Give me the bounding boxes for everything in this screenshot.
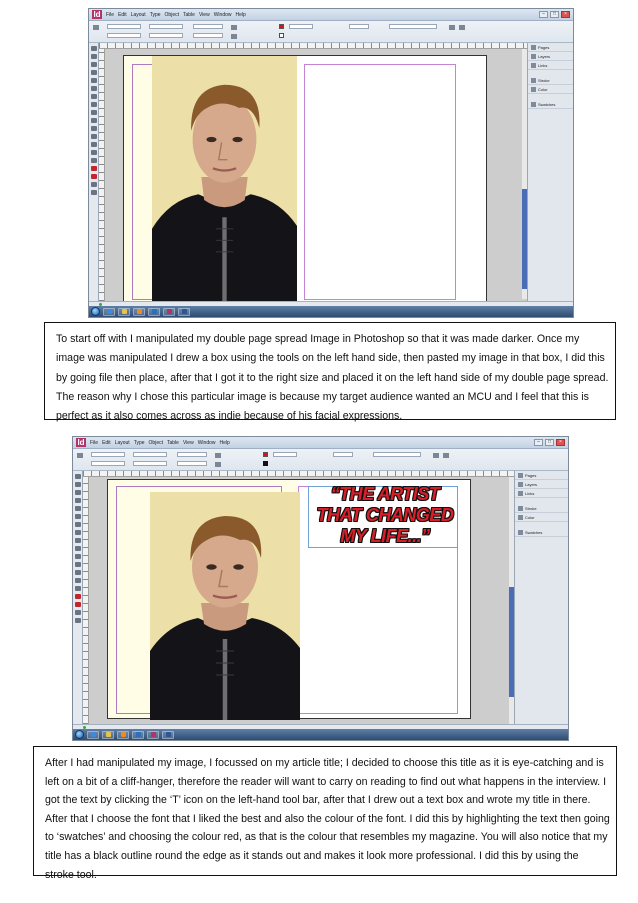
fit-frame-icon[interactable] bbox=[443, 453, 449, 458]
rectangle-tool-icon[interactable] bbox=[75, 546, 81, 551]
media-taskbar-icon[interactable] bbox=[117, 731, 129, 739]
scale-y-field[interactable] bbox=[193, 33, 223, 38]
maximize-icon[interactable]: □ bbox=[545, 439, 554, 446]
fill-color-icon[interactable] bbox=[91, 166, 97, 171]
scale-x-field[interactable] bbox=[193, 24, 223, 29]
hand-tool-icon[interactable] bbox=[75, 610, 81, 615]
fit-content-icon[interactable] bbox=[449, 25, 455, 30]
headline-line-3: MY LIFE...” bbox=[340, 526, 430, 546]
rectangle-frame-tool-icon[interactable] bbox=[91, 110, 97, 115]
panel-stroke[interactable]: Stroke bbox=[515, 504, 568, 513]
fit-frame-icon[interactable] bbox=[459, 25, 465, 30]
scissors-tool-icon[interactable] bbox=[75, 554, 81, 559]
windows-taskbar bbox=[73, 729, 568, 740]
indesign-screenshot-2 bbox=[72, 436, 569, 741]
menu-type[interactable]: Type bbox=[133, 439, 145, 446]
note-tool-icon[interactable] bbox=[75, 578, 81, 583]
panel-swatches[interactable]: Swatches bbox=[515, 528, 568, 537]
object-style-field[interactable] bbox=[373, 452, 421, 457]
rotate-icon[interactable] bbox=[231, 25, 237, 30]
indesign-logo-icon: Id bbox=[93, 10, 101, 19]
align-left-icon[interactable] bbox=[215, 453, 221, 458]
menu-edit[interactable]: Edit bbox=[118, 11, 127, 18]
start-button-icon[interactable] bbox=[91, 307, 100, 316]
menu-view[interactable]: View bbox=[198, 11, 210, 18]
minimize-icon[interactable]: – bbox=[534, 439, 543, 446]
caption-text-2: After I had manipulated my image, I focussed on my article title; I decided to choose this title as it is eye-catching and is left on a bit of a cliff-hanger, therefore the reader will want to carry on reading to find out what happens in the interview. I got the text by clicking the ‘T’ icon on the left-hand tool bar, after that I drew out a text box and wrote my title in there. After that I choose the font that I liked the best and also the colour of the font. I did this by highlighting the text then going to ‘swatches’ and choosing the colour red, as that is the colour that resembles my magazine. You will also notice that my title has a black outline round the edge as it stands out and makes it look more professional. I did this by using the stroke tool. bbox=[45, 757, 610, 881]
height-field[interactable] bbox=[133, 461, 167, 466]
gradient-tool-icon[interactable] bbox=[91, 142, 97, 147]
swatches-icon bbox=[518, 530, 523, 535]
panel-dock bbox=[514, 471, 568, 724]
panel-links[interactable]: Links bbox=[528, 61, 573, 70]
eyedropper-tool-icon[interactable] bbox=[75, 586, 81, 591]
menu-help[interactable]: Help bbox=[235, 11, 246, 18]
menu-file[interactable]: File bbox=[106, 11, 115, 18]
panel-swatches[interactable]: Swatches bbox=[528, 100, 573, 109]
stroke-icon bbox=[518, 506, 523, 511]
windows-taskbar bbox=[89, 306, 573, 317]
maximize-icon[interactable]: □ bbox=[550, 11, 559, 18]
media-taskbar-icon[interactable] bbox=[133, 308, 145, 316]
close-icon[interactable]: × bbox=[556, 439, 565, 446]
photoshop-taskbar-icon[interactable] bbox=[148, 308, 160, 316]
direct-selection-tool-icon[interactable] bbox=[91, 54, 97, 59]
links-icon bbox=[518, 491, 523, 496]
caption-box-1 bbox=[44, 322, 616, 423]
pen-tool-icon[interactable] bbox=[91, 94, 97, 99]
menu-table[interactable]: Table bbox=[167, 439, 179, 446]
menu-view[interactable]: View bbox=[182, 439, 194, 446]
menu-object[interactable]: Object bbox=[164, 11, 179, 18]
selection-tool-icon[interactable] bbox=[91, 46, 97, 51]
window-controls bbox=[539, 11, 573, 18]
reference-point-icon[interactable] bbox=[93, 25, 99, 30]
panel-layers[interactable]: Layers bbox=[515, 480, 568, 489]
fill-color-icon[interactable] bbox=[75, 594, 81, 599]
links-icon bbox=[531, 63, 536, 68]
menu-type[interactable]: Type bbox=[149, 11, 161, 18]
tools-panel bbox=[73, 471, 83, 724]
page-spread[interactable] bbox=[107, 479, 471, 719]
opacity-field[interactable] bbox=[349, 24, 369, 29]
zoom-tool-icon[interactable] bbox=[91, 190, 97, 195]
direct-selection-tool-icon[interactable] bbox=[75, 482, 81, 487]
x-position-field[interactable] bbox=[107, 24, 141, 29]
indesign-logo-icon: Id bbox=[77, 438, 85, 447]
pasteboard bbox=[89, 477, 514, 724]
word-taskbar-icon[interactable] bbox=[178, 308, 190, 316]
pencil-tool-icon[interactable] bbox=[75, 530, 81, 535]
stroke-weight-field[interactable] bbox=[273, 452, 297, 457]
menu-object[interactable]: Object bbox=[148, 439, 163, 446]
panel-color[interactable]: Color bbox=[528, 85, 573, 94]
panel-dock bbox=[527, 43, 573, 301]
control-panel bbox=[89, 21, 573, 43]
stroke-weight-field[interactable] bbox=[289, 24, 313, 29]
explorer-taskbar-icon[interactable] bbox=[118, 308, 130, 316]
height-field[interactable] bbox=[149, 33, 183, 38]
menu-help[interactable]: Help bbox=[219, 439, 230, 446]
stroke-color-icon[interactable] bbox=[75, 602, 81, 607]
panel-layers[interactable]: Layers bbox=[528, 52, 573, 61]
fit-content-icon[interactable] bbox=[433, 453, 439, 458]
y-position-field[interactable] bbox=[107, 33, 141, 38]
line-tool-icon[interactable] bbox=[91, 86, 97, 91]
stroke-icon bbox=[531, 78, 536, 83]
stroke-color-icon[interactable] bbox=[91, 174, 97, 179]
panel-links[interactable]: Links bbox=[515, 489, 568, 498]
object-style-field[interactable] bbox=[389, 24, 437, 29]
note-tool-icon[interactable] bbox=[91, 150, 97, 155]
color-icon bbox=[531, 87, 536, 92]
line-tool-icon[interactable] bbox=[75, 514, 81, 519]
stroke-swatch-icon[interactable] bbox=[263, 461, 268, 466]
ie-taskbar-icon[interactable] bbox=[87, 731, 99, 739]
selection-tool-icon[interactable] bbox=[75, 474, 81, 479]
rectangle-frame-tool-icon[interactable] bbox=[75, 538, 81, 543]
panel-pages[interactable]: Pages bbox=[515, 471, 568, 480]
stroke-swatch-icon[interactable] bbox=[279, 33, 284, 38]
menu-layout[interactable]: Layout bbox=[114, 439, 130, 446]
control-panel bbox=[73, 449, 568, 471]
font-size-field[interactable] bbox=[177, 461, 207, 466]
panel-color[interactable]: Color bbox=[515, 513, 568, 522]
fill-swatch-icon[interactable] bbox=[263, 452, 268, 457]
menu-edit[interactable]: Edit bbox=[102, 439, 111, 446]
title-bar bbox=[89, 9, 573, 21]
gap-tool-icon[interactable] bbox=[75, 498, 81, 503]
page-spread[interactable] bbox=[123, 55, 487, 307]
type-tool-icon[interactable] bbox=[75, 506, 81, 511]
portrait-photo-graphic bbox=[150, 492, 300, 720]
pasteboard bbox=[105, 49, 527, 301]
minimize-icon[interactable]: – bbox=[539, 11, 548, 18]
pencil-tool-icon[interactable] bbox=[91, 102, 97, 107]
layers-icon bbox=[531, 54, 536, 59]
menu-file[interactable]: File bbox=[90, 439, 99, 446]
menu-window[interactable]: Window bbox=[197, 439, 216, 446]
x-position-field[interactable] bbox=[91, 452, 125, 457]
menu-table[interactable]: Table bbox=[183, 11, 195, 18]
portrait-photo[interactable] bbox=[152, 56, 297, 308]
article-headline[interactable] bbox=[302, 484, 468, 547]
indesign-screenshot-1 bbox=[88, 8, 574, 318]
headline-line-2: THAT CHANGED bbox=[316, 505, 454, 525]
y-position-field[interactable] bbox=[91, 461, 125, 466]
page-tool-icon[interactable] bbox=[91, 62, 97, 67]
window-controls bbox=[534, 439, 568, 446]
eyedropper-tool-icon[interactable] bbox=[91, 158, 97, 163]
opacity-field[interactable] bbox=[333, 452, 353, 457]
right-page-margin-guide bbox=[304, 64, 456, 300]
align-center-icon[interactable] bbox=[215, 462, 221, 467]
font-family-field[interactable] bbox=[177, 452, 207, 457]
swatches-icon bbox=[531, 102, 536, 107]
free-transform-tool-icon[interactable] bbox=[91, 134, 97, 139]
ie-taskbar-icon[interactable] bbox=[103, 308, 115, 316]
pages-icon bbox=[531, 45, 536, 50]
panel-stroke[interactable]: Stroke bbox=[528, 76, 573, 85]
zoom-tool-icon[interactable] bbox=[75, 618, 81, 623]
pen-tool-icon[interactable] bbox=[75, 522, 81, 527]
indesign-taskbar-icon[interactable] bbox=[147, 731, 159, 739]
title-bar bbox=[73, 437, 568, 449]
free-transform-tool-icon[interactable] bbox=[75, 562, 81, 567]
headline-line-1: “THE ARTIST bbox=[330, 484, 440, 504]
start-button-icon[interactable] bbox=[75, 730, 84, 739]
word-taskbar-icon[interactable] bbox=[162, 731, 174, 739]
reference-point-icon[interactable] bbox=[77, 453, 83, 458]
pages-icon bbox=[518, 473, 523, 478]
page-tool-icon[interactable] bbox=[75, 490, 81, 495]
menu-window[interactable]: Window bbox=[213, 11, 232, 18]
caption-box-2 bbox=[33, 746, 617, 881]
tools-panel bbox=[89, 43, 99, 301]
photoshop-taskbar-icon[interactable] bbox=[132, 731, 144, 739]
portrait-photo-graphic bbox=[152, 56, 297, 308]
portrait-photo[interactable] bbox=[150, 492, 300, 720]
hand-tool-icon[interactable] bbox=[91, 182, 97, 187]
color-icon bbox=[518, 515, 523, 520]
explorer-taskbar-icon[interactable] bbox=[102, 731, 114, 739]
caption-text-1: To start off with I manipulated my double page spread Image in Photoshop so that it was made darker. Once my image was manipulated I drew a box using the tools on the left hand side, then pasted my image in that box, I did this by going file then place, after that I got it to the right size and placed it on the left hand side of my double page spread. The reason why I chose this particular image is because my target audience wanted an MCU and I feel that this is perfect as it also comes across as indie because of his facial expressions. bbox=[56, 333, 609, 423]
width-field[interactable] bbox=[133, 452, 167, 457]
close-icon[interactable]: × bbox=[561, 11, 570, 18]
width-field[interactable] bbox=[149, 24, 183, 29]
layers-icon bbox=[518, 482, 523, 487]
fill-swatch-icon[interactable] bbox=[279, 24, 284, 29]
indesign-taskbar-icon[interactable] bbox=[163, 308, 175, 316]
scissors-tool-icon[interactable] bbox=[91, 126, 97, 131]
shear-icon[interactable] bbox=[231, 34, 237, 39]
type-tool-icon[interactable] bbox=[91, 78, 97, 83]
gradient-tool-icon[interactable] bbox=[75, 570, 81, 575]
rectangle-tool-icon[interactable] bbox=[91, 118, 97, 123]
menu-layout[interactable]: Layout bbox=[130, 11, 146, 18]
gap-tool-icon[interactable] bbox=[91, 70, 97, 75]
panel-pages[interactable]: Pages bbox=[528, 43, 573, 52]
